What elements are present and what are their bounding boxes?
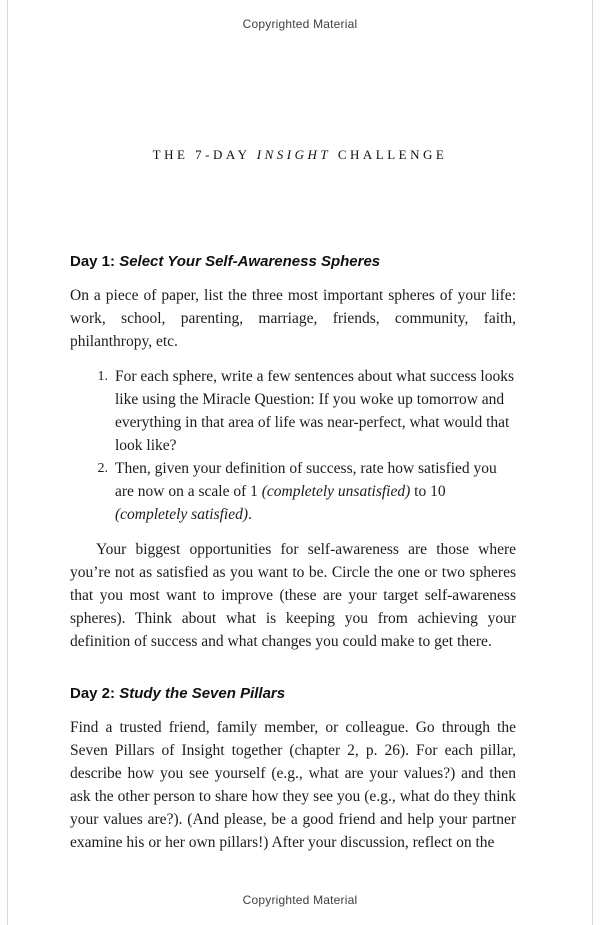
list-item <box>70 365 516 457</box>
day-1-closing-paragraph: Your biggest opportunities for self-awareness are those where you’re not as satisfied as you want to be. Circle the one or two spheres that you most want to improve (these are your target self-awareness spheres). Think about what is keeping you from achieving your definition of success and what changes you could make to get there. <box>70 541 516 650</box>
list-item-number: 2. <box>97 461 108 476</box>
day-1-heading <box>70 252 516 272</box>
day-1-intro-paragraph: On a piece of paper, list the three most important spheres of your life: work, school, parenting, marriage, friends, community, faith, philanthropy, etc. <box>70 287 516 350</box>
day-1-label: Day 1: <box>70 253 116 270</box>
day-1-title: Select Your Self-Awareness Spheres <box>119 253 381 270</box>
list-item-text: For each sphere, write a few sentences about what success looks like using the Miracle Question: If you woke up tomorrow and everything in that area of life was near-perfect, what would that look like? <box>115 368 514 454</box>
running-head-part1: THE 7-DAY <box>152 147 257 162</box>
chapter-running-head <box>0 147 600 163</box>
running-head-italic: INSIGHT <box>256 147 332 162</box>
page-edge-left <box>7 0 8 925</box>
list-item-text: Then, given your definition of success, rate how satisfied you are now on a scale of 1 (completely unsatisfied) to 10 (completely satisfied). <box>115 460 497 523</box>
page-body <box>70 252 516 854</box>
day-2-label: Day 2: <box>70 685 116 702</box>
list-item-number: 1. <box>97 369 108 384</box>
day-2-title: Study the Seven Pillars <box>119 685 286 702</box>
day-2-heading <box>70 684 516 704</box>
day-1-steps-list <box>70 365 516 526</box>
running-head-part3: CHALLENGE <box>331 147 448 162</box>
day-2-intro-paragraph: Find a trusted friend, family member, or colleague. Go through the Seven Pillars of Insight together (chapter 2, p. 26). For each pillar, describe how you see yourself (e.g., what are your values?) and then ask the other person to share how they see you (e.g., what do they think your values are?). (And please, be a good friend and help your partner examine his or her own pillars!) After your discussion, reflect on the <box>70 719 516 851</box>
copyright-notice-top: Copyrighted Material <box>242 17 358 31</box>
copyright-notice-bottom: Copyrighted Material <box>242 893 358 907</box>
list-item <box>70 457 516 526</box>
page-edge-right <box>592 0 593 925</box>
